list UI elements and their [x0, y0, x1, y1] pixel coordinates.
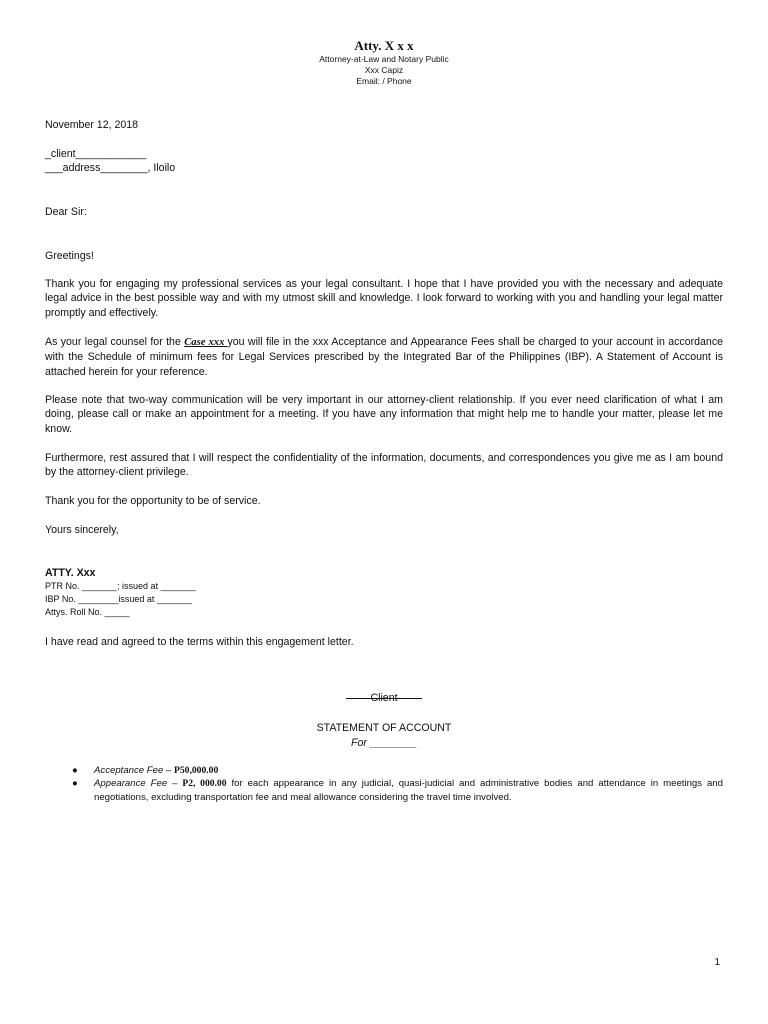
- recipient-client: _client____________: [45, 148, 147, 160]
- client-label: Client: [370, 692, 398, 704]
- bullet-icon: ●: [72, 765, 78, 776]
- fee-list: [72, 764, 723, 804]
- contact-line: Email: / Phone: [356, 76, 412, 86]
- ibp-line: IBP No. ________issued at _______: [45, 594, 192, 604]
- greeting: Greetings!: [45, 250, 94, 262]
- fee-description: for each appearance in any judicial, quasi-judicial and administrative bodies and attendance in meetings and negotiations, excluding transportation fee and meal allowance considering the travel time involved.: [94, 778, 723, 803]
- attorney-name: Atty. X x x: [354, 38, 414, 53]
- closing: Yours sincerely,: [45, 524, 119, 536]
- paragraph-fees: [45, 335, 723, 379]
- paragraph-communication: Please note that two-way communication will be very important in our attorney-client relationship. If you ever need clarification of what I am doing, please call or make an appointment for a meeting. If you have any information that might help me to handle your matter, please let me know.: [45, 394, 723, 435]
- bullet-icon: ●: [72, 778, 78, 790]
- paragraph-confidentiality: Furthermore, rest assured that I will respect the confidentiality of the information, documents, and correspondences you give me as I am bound by the attorney-client privilege.: [45, 452, 723, 479]
- paragraph-engagement: Thank you for engaging my professional services as your legal consultant. I hope that I have provided you with the necessary and adequate legal advice in the best possible way and with my utmost skill and knowledge. I look forward to working with you and handling your legal matter promptly and effectively.: [45, 278, 723, 319]
- letterhead: [0, 38, 768, 87]
- case-reference: Case xxx: [184, 337, 228, 348]
- fee-amount: P2, 000.00: [182, 778, 227, 790]
- roll-line: Attys. Roll No. _____: [45, 607, 130, 617]
- agreement-statement: I have read and agreed to the terms within this engagement letter.: [45, 636, 354, 648]
- fee-item-acceptance: [72, 764, 723, 777]
- paragraph-fees-rest: you will file in the xxx Acceptance and Appearance Fees shall be charged to your account in accordance with the Schedule of minimum fees for Legal Services prescribed by the Integrated Bar of the Philippines (IBP). A Statement of Account is attached herein for your reference.: [45, 336, 724, 378]
- paragraph-thanks: Thank you for the opportunity to be of service.: [45, 495, 261, 507]
- paragraph-fees-intro: As your legal counsel for the: [45, 336, 185, 348]
- office-location: Xxx Capiz: [364, 65, 404, 75]
- statement-title: STATEMENT OF ACCOUNT: [316, 722, 452, 734]
- letter-date: November 12, 2018: [45, 119, 139, 131]
- attorney-title: Attorney-at-Law and Notary Public: [319, 54, 449, 64]
- ptr-line: PTR No. _______; issued at _______: [45, 581, 196, 591]
- signature-block: [45, 566, 723, 619]
- salutation: Dear Sir:: [45, 206, 87, 218]
- signature-name: ATTY. Xxx: [45, 567, 96, 579]
- fee-name: Appearance Fee –: [94, 778, 183, 790]
- page-number: 1: [714, 957, 720, 968]
- fee-item-appearance: [72, 777, 723, 804]
- statement-for: For ________: [351, 737, 417, 749]
- recipient-address: ___address________, Iloilo: [45, 162, 176, 174]
- fee-name: Acceptance Fee –: [94, 765, 174, 776]
- fee-amount: P50,000.00: [174, 765, 219, 776]
